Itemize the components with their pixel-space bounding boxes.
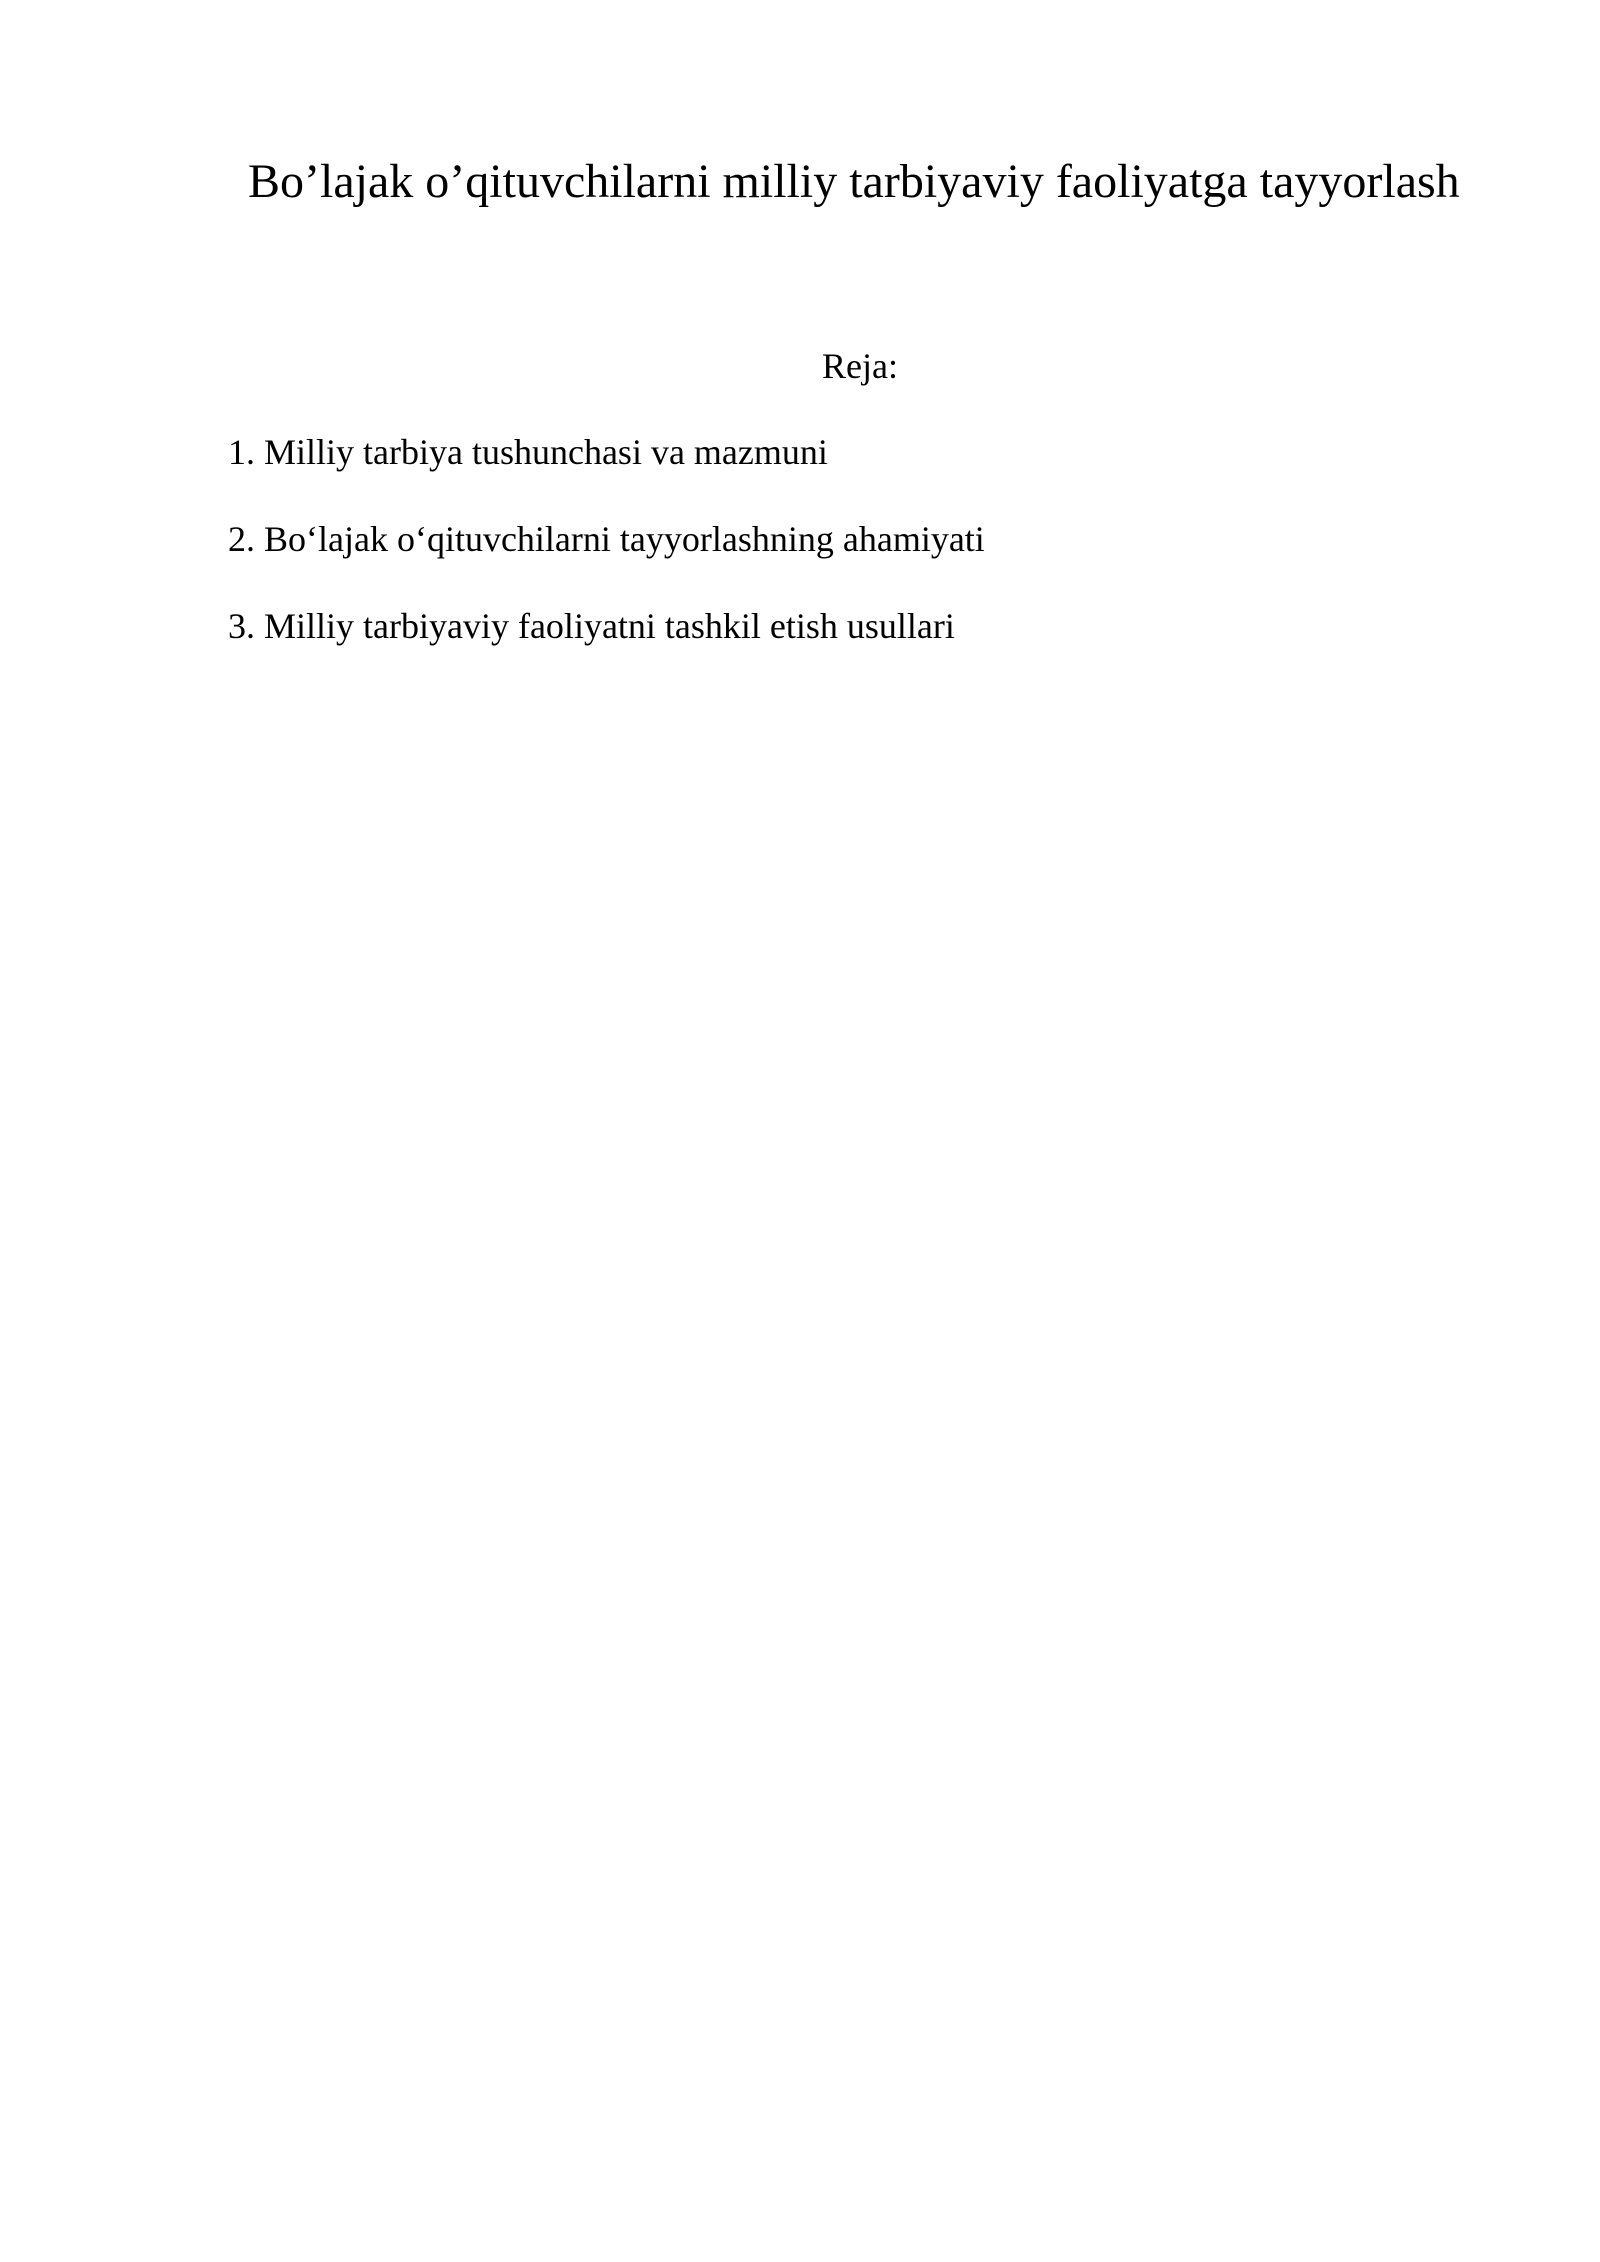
plan-item-number: 1. <box>228 432 255 472</box>
plan-item-2 <box>228 515 985 563</box>
plan-item-text: Milliy tarbiyaviy faoliyatni tashkil etish usullari <box>264 606 955 646</box>
plan-item-number: 3. <box>228 606 255 646</box>
plan-list <box>228 428 985 689</box>
document-title: Bo’lajak o’qituvchilarni milliy tarbiyaviy faoliyatga tayyorlash <box>248 155 1460 208</box>
plan-heading: Reja: <box>822 346 898 386</box>
plan-item-text: Milliy tarbiya tushunchasi va mazmuni <box>264 432 828 472</box>
plan-item-number: 2. <box>228 519 255 559</box>
plan-item-text: Bo‘lajak o‘qituvchilarni tayyorlashning ahamiyati <box>264 519 985 559</box>
plan-item-1 <box>228 428 985 476</box>
plan-item-3 <box>228 602 985 650</box>
